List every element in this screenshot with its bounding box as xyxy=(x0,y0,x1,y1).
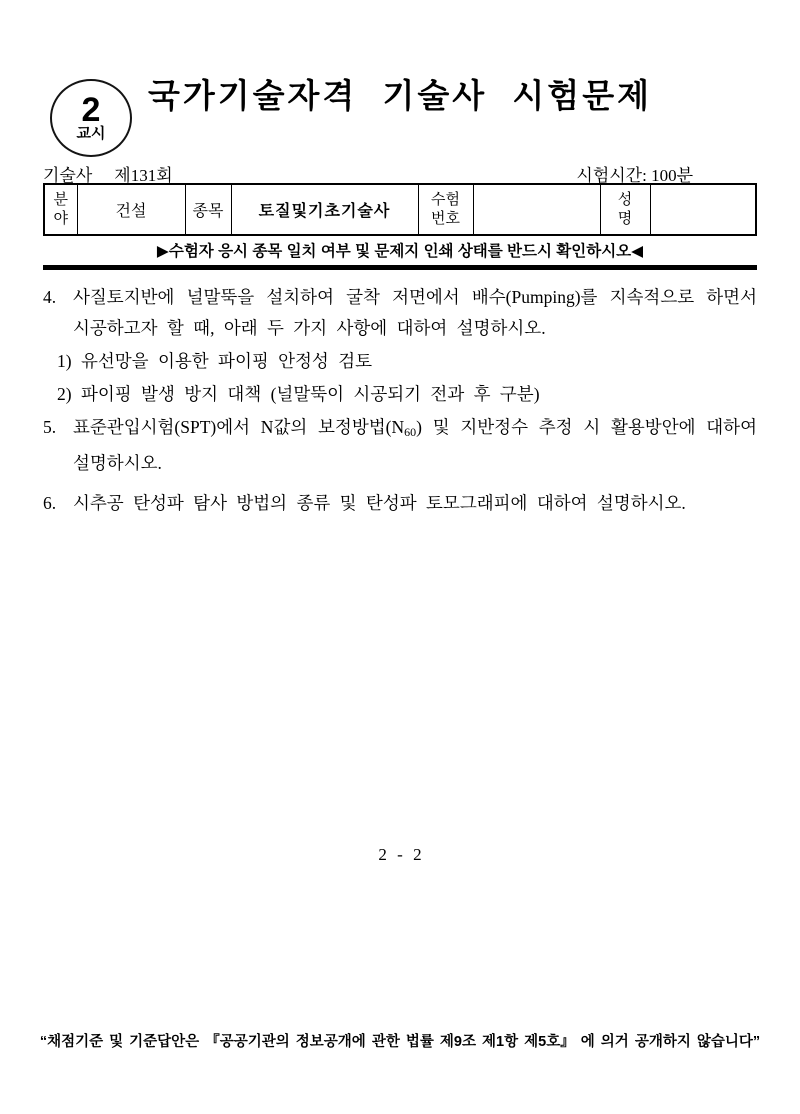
name-label-line2: 명 xyxy=(617,210,633,227)
question-4-number: 4. xyxy=(43,287,57,307)
field-label-line2: 야 xyxy=(53,210,68,227)
question-5 xyxy=(43,412,757,479)
page-title: 국가기술자격 기술사 시험문제 xyxy=(148,79,652,115)
exam-number-label-line2: 번호 xyxy=(431,210,460,227)
exam-round: 제131회 xyxy=(114,166,173,185)
exam-number-label-cell xyxy=(418,184,473,235)
question-6-number: 6. xyxy=(43,493,57,513)
question-4-subitem-2: 2) 파이핑 발생 방지 대책 (널말뚝이 시공되기 전과 후 구분) xyxy=(57,384,540,404)
question-5-line2: 설명하시오. xyxy=(73,453,162,473)
question-5-line1-part1: 표준관입시험(SPT)에서 N값의 보정방법(N xyxy=(73,417,405,437)
exam-number-value-cell xyxy=(473,184,600,235)
exam-time: 시험시간: 100분 xyxy=(576,166,693,185)
question-4-line2: 시공하고자 할 때, 아래 두 가지 사항에 대하여 설명하시오. xyxy=(73,318,546,338)
session-number: 2 xyxy=(81,90,101,129)
questions-section xyxy=(43,282,757,519)
subject-value-cell: 토질및기초기술사 xyxy=(231,184,418,235)
question-5-line1-part2: ) 및 지반정수 추정 시 활용방안에 대하여 xyxy=(416,417,757,437)
name-value-cell xyxy=(650,184,756,235)
question-5-number: 5. xyxy=(43,417,57,437)
session-label: 교시 xyxy=(76,124,106,142)
question-6 xyxy=(43,488,757,519)
question-4 xyxy=(43,282,757,344)
notice-bar: ▶수험자 응시 종목 일치 여부 및 문제지 인쇄 상태를 반드시 확인하시오◀ xyxy=(43,237,757,270)
field-value-cell: 건설 xyxy=(77,184,185,235)
question-4-subitem-1: 1) 유선망을 이용한 파이핑 안정성 검토 xyxy=(57,351,373,371)
question-4-line1: 사질토지반에 널말뚝을 설치하여 굴착 저면에서 배수(Pumping)를 지속적으로 하면서 xyxy=(73,287,757,307)
question-5-line1 xyxy=(73,412,757,448)
field-label-cell xyxy=(44,184,77,235)
exam-number-label-line1: 수험 xyxy=(431,191,460,208)
question-5-subscript: 60 xyxy=(404,425,417,439)
name-label-line1: 성 xyxy=(617,191,633,208)
page-number: 2 - 2 xyxy=(378,845,422,864)
footer-disclaimer: “채점기준 및 기준답안은 『공공기관의 정보공개에 관한 법률 제9조 제1항 제5호』 에 의거 공개하지 않습니다” xyxy=(39,1034,761,1050)
table-row xyxy=(44,184,756,235)
field-label-line1: 분 xyxy=(53,191,68,208)
candidate-info-table xyxy=(43,183,757,236)
exam-type: 기술사 xyxy=(43,166,93,185)
question-4-body xyxy=(73,282,757,344)
name-label-cell xyxy=(600,184,650,235)
question-5-body xyxy=(73,412,757,479)
subject-label-cell: 종목 xyxy=(185,184,231,235)
question-6-body: 시추공 탄성파 탐사 방법의 종류 및 탄성파 토모그래피에 대하여 설명하시오. xyxy=(73,493,686,513)
